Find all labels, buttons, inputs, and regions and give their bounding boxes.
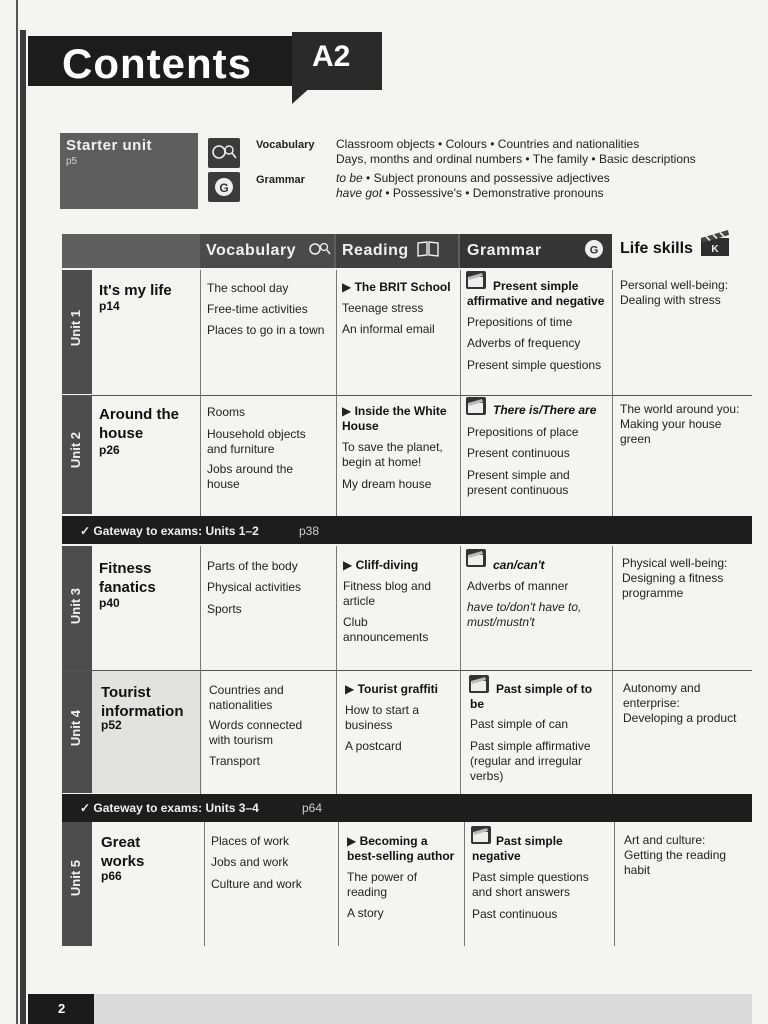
unit-3-vocab-2: Physical activities <box>207 580 302 594</box>
vocabulary-magnifier-icon <box>306 238 332 265</box>
unit-4-reading-main: ▶ Tourist graffiti <box>345 682 438 696</box>
unit-1-page: p14 <box>99 299 120 313</box>
unit-5-title: Great works <box>101 834 145 870</box>
unit-5-vocab-3: Culture and work <box>211 877 302 891</box>
svg-text:G: G <box>589 244 599 257</box>
unit-3-grammar-video-icon <box>466 549 486 567</box>
unit-1-grammar-1: Prepositions of time <box>467 315 573 329</box>
unit-1-vocab-3: Places to go in a town <box>207 323 325 337</box>
starter-unit-page: p5 <box>66 156 78 167</box>
column-divider <box>336 546 337 794</box>
gateway-2-text[interactable]: ✓ Gateway to exams: Units 3–4 <box>80 801 259 815</box>
unit-5-grammar-main: Past simple negative <box>472 834 563 863</box>
unit-2-grammar-main: There is/There are <box>493 403 597 417</box>
column-divider <box>614 822 615 946</box>
grammar-column-label: Grammar <box>467 242 542 259</box>
unit-5-reading-main: ▶ Becoming a best-selling author <box>347 834 455 863</box>
column-divider <box>338 822 339 946</box>
starter-vocabulary-line-1: Classroom objects • Colours • Countries and nationalities <box>336 137 640 151</box>
unit-1-grammar-2: Adverbs of frequency <box>467 336 581 350</box>
unit-3-vocab-3: Sports <box>207 602 242 616</box>
reading-column-label: Reading <box>342 242 409 259</box>
unit-4-title: Tourist information <box>101 684 184 720</box>
unit-1-vocab-1: The school day <box>207 281 289 295</box>
unit-4-grammar-1: Past simple of can <box>470 717 569 731</box>
clapperboard-icon <box>698 226 734 265</box>
unit-3-title: Fitness fanatics <box>99 560 156 596</box>
page-spine <box>20 30 26 1024</box>
vocabulary-icon <box>208 138 240 168</box>
starter-grammar-line-1: to be • Subject pronouns and possessive adjectives <box>336 171 610 185</box>
footer-band <box>94 994 752 1024</box>
unit-3-vocab-1: Parts of the body <box>207 559 298 573</box>
unit-5-grammar-2: Past continuous <box>472 907 558 921</box>
column-divider <box>460 270 461 516</box>
unit-4-life-skills: Autonomy and enterprise: Developing a product <box>623 681 737 725</box>
unit-3-grammar-1: Adverbs of manner <box>467 579 569 593</box>
starter-vocabulary-label: Vocabulary <box>256 139 315 151</box>
unit-4-vocab-1: Countries and nationalities <box>209 683 284 712</box>
unit-2-grammar-video-icon <box>466 397 486 415</box>
unit-4-reading-1: How to start a business <box>345 703 420 732</box>
unit-2-grammar-3: Present simple and present continuous <box>467 468 570 497</box>
unit-2-page: p26 <box>99 443 120 457</box>
column-divider <box>200 270 201 516</box>
unit-1-title: It's my life <box>99 282 172 299</box>
unit-3-reading-main: ▶ Cliff-diving <box>343 558 419 572</box>
unit-2-vocab-2: Household objects and furniture <box>207 427 306 456</box>
unit-2-vocab-1: Rooms <box>207 405 246 419</box>
unit-1-life-skills: Personal well-being: Dealing with stress <box>620 278 729 307</box>
gateway-1-text[interactable]: ✓ Gateway to exams: Units 1–2 <box>80 524 259 538</box>
column-divider <box>204 822 205 946</box>
column-divider <box>460 546 461 794</box>
unit-2-title: Around the house <box>99 406 179 442</box>
unit-5-reading-1: The power of reading <box>347 870 418 899</box>
unit-4-page: p52 <box>101 718 122 732</box>
unit-3-grammar-2: have to/don't have to, must/mustn't <box>467 600 582 629</box>
unit-1-grammar-main: Present simple affirmative and negative <box>467 279 605 308</box>
gateway-2-page: p64 <box>302 801 323 815</box>
unit-3-reading-2: Club announcements <box>343 615 429 644</box>
unit-2-life-skills: The world around you: Making your house green <box>620 402 740 446</box>
page-title: Contents <box>62 40 252 87</box>
column-divider <box>336 270 337 516</box>
unit-1-divider <box>62 395 752 396</box>
unit-1-label: Unit 1 <box>68 310 83 347</box>
unit-4-vocab-2: Words connected with tourism <box>209 718 303 747</box>
unit-2-reading-2: My dream house <box>342 477 432 491</box>
column-divider <box>464 822 465 946</box>
unit-1-reading-1: Teenage stress <box>342 301 424 315</box>
unit-2-reading-main: ▶ Inside the White House <box>342 404 447 433</box>
unit-1-vocab-2: Free-time activities <box>207 302 308 316</box>
unit-3-page: p40 <box>99 596 120 610</box>
grammar-icon <box>208 172 240 202</box>
unit-1-reading-main: ▶ The BRIT School <box>342 280 451 294</box>
unit-5-vocab-2: Jobs and work <box>211 855 289 869</box>
starter-grammar-line-2: have got • Possessive's • Demonstrative pronouns <box>336 186 604 200</box>
page-number: 2 <box>58 1001 66 1016</box>
starter-vocabulary-line-2: Days, months and ordinal numbers • The family • Basic descriptions <box>336 152 696 166</box>
unit-5-page: p66 <box>101 869 122 883</box>
level-badge-notch <box>292 86 312 104</box>
column-divider <box>612 270 613 516</box>
unit-1-grammar-3: Present simple questions <box>467 358 602 372</box>
gateway-1-page: p38 <box>299 524 320 538</box>
starter-grammar-label: Grammar <box>256 174 305 186</box>
unit-2-label: Unit 2 <box>68 432 83 469</box>
starter-unit-title: Starter unit <box>66 137 153 154</box>
column-divider <box>200 546 201 794</box>
unit-4-grammar-main: Past simple of to be <box>470 682 593 711</box>
unit-4-grammar-2: Past simple affirmative (regular and irregular verbs) <box>470 739 591 783</box>
unit-4-vocab-3: Transport <box>209 754 260 768</box>
svg-text:K: K <box>711 244 719 255</box>
column-divider <box>612 546 613 794</box>
page-edge-rule <box>16 0 18 1024</box>
unit-5-label: Unit 5 <box>68 860 83 897</box>
life-skills-column-label: Life skills <box>620 240 693 257</box>
unit-1-reading-2: An informal email <box>342 322 435 336</box>
vocabulary-column-label: Vocabulary <box>206 242 297 259</box>
unit-5-grammar-1: Past simple questions and short answers <box>472 870 589 899</box>
unit-2-vocab-3: Jobs around the house <box>207 462 294 491</box>
svg-text:G: G <box>219 181 229 195</box>
unit-2-grammar-1: Prepositions of place <box>467 425 579 439</box>
unit-4-label: Unit 4 <box>68 710 83 747</box>
unit-5-life-skills: Art and culture: Getting the reading habit <box>624 833 727 877</box>
book-icon <box>416 238 440 263</box>
unit-3-reading-1: Fitness blog and article <box>343 579 432 608</box>
unit-4-reading-2: A postcard <box>345 739 402 753</box>
unit-5-vocab-1: Places of work <box>211 834 290 848</box>
grammar-g-icon <box>583 238 605 265</box>
unit-2-reading-1: To save the planet, begin at home! <box>342 440 443 469</box>
unit-5-reading-2: A story <box>347 906 384 920</box>
level-label: A2 <box>312 40 351 73</box>
unit-3-grammar-main: can/can't <box>493 558 545 572</box>
unit-3-label: Unit 3 <box>68 588 83 625</box>
unit-2-grammar-2: Present continuous <box>467 446 570 460</box>
unit-3-life-skills: Physical well-being: Designing a fitness programme <box>622 556 728 600</box>
